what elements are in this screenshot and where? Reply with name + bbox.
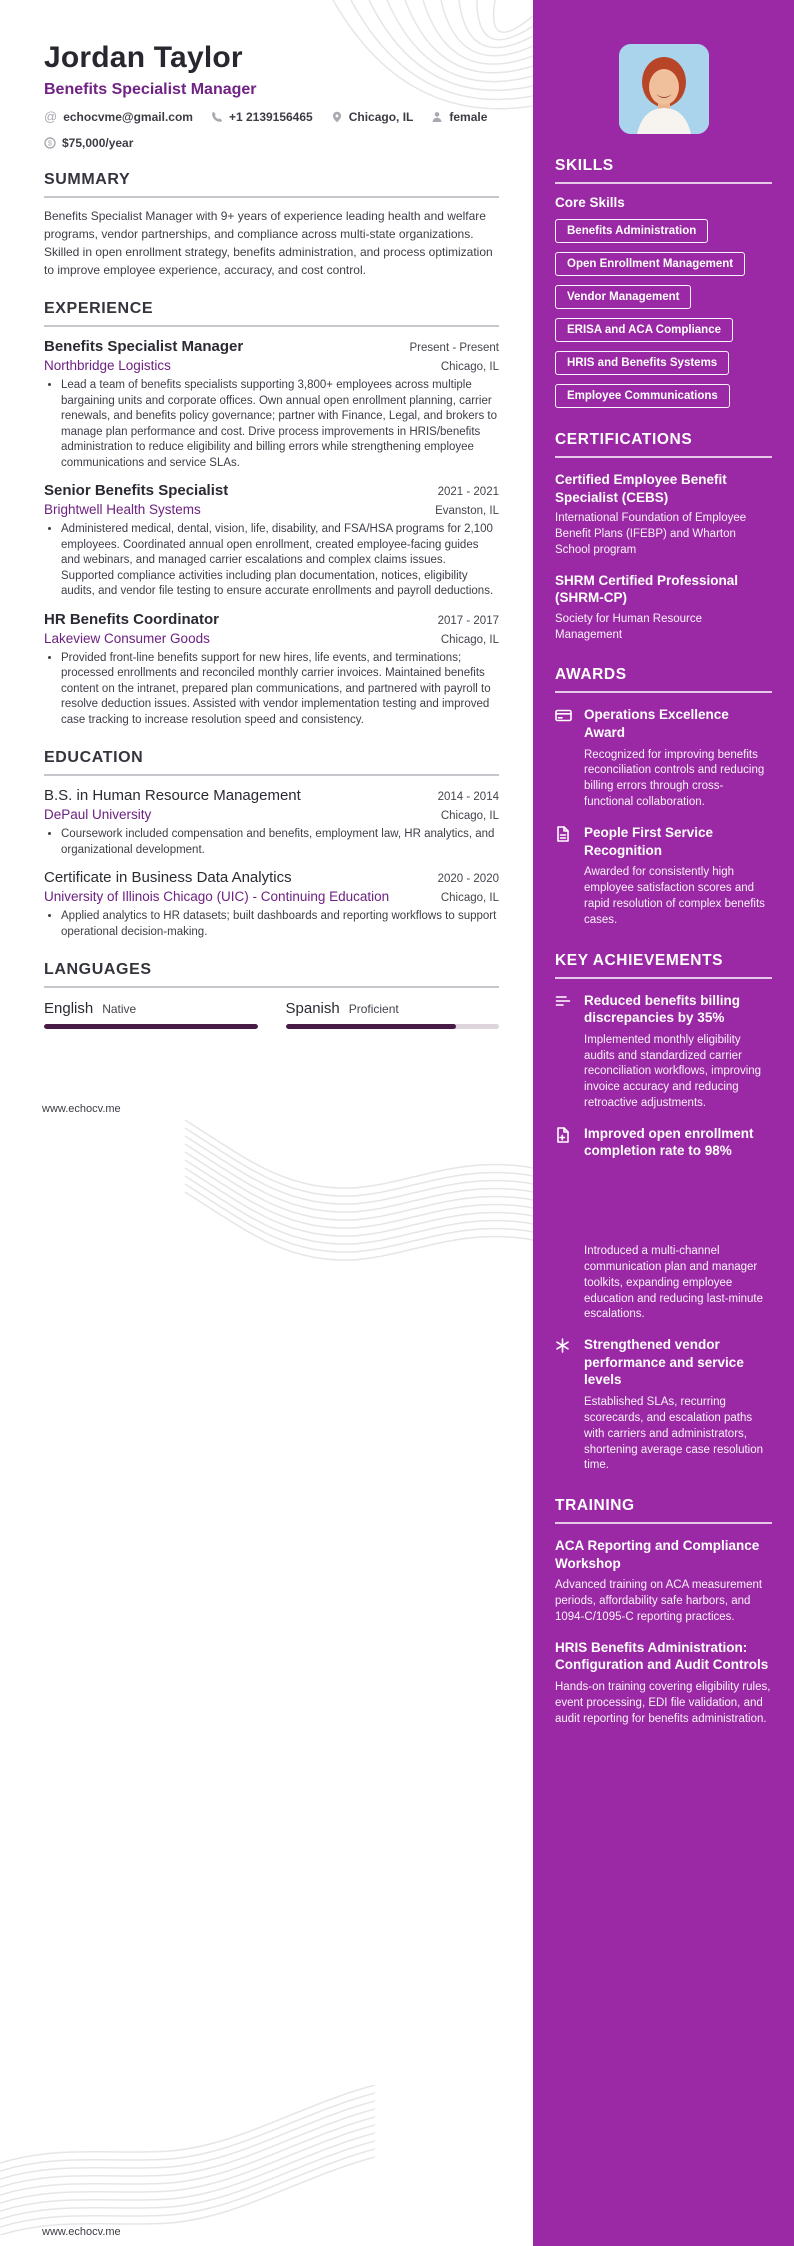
school-name: University of Illinois Chicago (UIC) - Continuing Education — [44, 889, 390, 905]
achievement-desc: Introduced a multi-channel communication plan and manager toolkits, expanding employee education and reducing last-minute escalations. — [584, 1245, 764, 1321]
job-dates: 2021 - 2021 — [437, 486, 499, 499]
wave-decoration-page2-top — [150, 1118, 533, 1268]
school-location: Chicago, IL — [440, 810, 499, 823]
job-entry — [44, 482, 499, 600]
achievement-desc: Established SLAs, recurring scorecards, and escalation paths with carriers and administrators, shortening average case resolution time. — [584, 1395, 764, 1472]
certification-title: SHRM Certified Professional (SHRM-CP) — [555, 572, 739, 606]
experience-section — [44, 300, 499, 728]
page-break-spacer — [584, 1160, 772, 1238]
contact-email-item — [44, 109, 193, 124]
language-level: Native — [102, 1002, 137, 1017]
at-icon: @ — [44, 109, 58, 124]
phone-icon — [211, 111, 223, 123]
website-footer[interactable]: www.echocv.me — [42, 2226, 121, 2238]
sparkle-icon — [555, 1336, 572, 1474]
certifications-heading: CERTIFICATIONS — [555, 431, 772, 458]
contact-location-item — [331, 110, 414, 124]
achievement-title: Improved open enrollment completion rate to 98% — [584, 1125, 754, 1159]
awards-section — [555, 666, 772, 928]
certification-item — [555, 471, 772, 559]
education-heading: EDUCATION — [44, 749, 499, 776]
language-level: Proficient — [348, 1002, 399, 1017]
skill-chip: Vendor Management — [555, 285, 691, 309]
achievement-item — [555, 992, 772, 1112]
job-company: Lakeview Consumer Goods — [44, 630, 210, 646]
job-company: Northbridge Logistics — [44, 358, 171, 373]
certification-item — [555, 572, 772, 644]
education-bullet: • Applied analytics to HR datasets; built dashboards and reporting workflows to support operational decision-making. — [61, 909, 499, 940]
job-bullet: • Lead a team of benefits specialists supporting 3,800+ employees across multiple bargaining units and corporate offices. Own annual open enrollment planning, carrier renewals, and benefits policy governance; partner with Finance, Legal, and brokers to manage plan performance and cost. Drive process improvements in HRIS/benefits administration to reduce eligibility and billing errors while strengthening employee communications and service SLAs. — [61, 378, 499, 471]
certification-org: International Foundation of Employee Benefit Plans (IFEBP) and Wharton School program — [555, 512, 747, 556]
contact-salary-item — [44, 136, 133, 150]
summary-text: Benefits Specialist Manager with 9+ years of experience leading health and welfare programs, vendor partnerships, and compliance across multi-state organizations. Skilled in open enrollment strategy, benefits administration, and process optimization to improve employee experience, accuracy, and cost control. — [44, 209, 493, 277]
languages-section — [44, 961, 499, 1029]
job-location: Chicago, IL — [440, 361, 499, 373]
list-lines-icon — [555, 992, 572, 1112]
website-footer[interactable]: www.echocv.me — [42, 1103, 121, 1115]
skills-heading: SKILLS — [555, 157, 772, 184]
degree-dates: 2014 - 2014 — [437, 791, 499, 804]
training-heading: TRAINING — [555, 1497, 772, 1524]
school-name: DePaul University — [44, 807, 152, 823]
language-name: Spanish — [285, 1000, 340, 1018]
credit-card-icon — [555, 706, 572, 811]
language-item — [44, 1000, 258, 1029]
contact-gender: female — [449, 109, 488, 124]
achievement-title: Strengthened vendor performance and service levels — [584, 1337, 744, 1388]
award-desc: Awarded for consistently high employee satisfaction scores and rapid resolution of complex benefits cases. — [584, 866, 765, 926]
person-icon — [431, 111, 443, 123]
skill-chip: Open Enrollment Management — [555, 252, 745, 276]
language-name: English — [44, 1000, 94, 1018]
education-entry — [44, 869, 499, 940]
certification-title: Certified Employee Benefit Specialist (CEBS) — [555, 472, 727, 505]
education-entry — [44, 787, 499, 858]
skill-chip: Employee Communications — [555, 384, 730, 408]
job-entry — [44, 338, 499, 471]
education-section — [44, 749, 499, 940]
skill-chip: Benefits Administration — [555, 219, 708, 243]
svg-text:$: $ — [47, 138, 53, 148]
contact-phone[interactable]: +1 2139156465 — [228, 109, 313, 124]
award-desc: Recognized for improving benefits reconciliation controls and reducing billing errors through cross-functional collaboration. — [584, 748, 765, 809]
job-location: Chicago, IL — [440, 633, 499, 646]
achievement-item — [555, 1336, 772, 1474]
training-item — [555, 1639, 772, 1728]
language-item — [286, 1000, 500, 1029]
job-dates: 2017 - 2017 — [437, 614, 499, 627]
training-title: HRIS Benefits Administration: Configuration and Audit Controls — [555, 1639, 769, 1673]
document-plus-icon — [555, 1125, 572, 1323]
summary-section — [44, 171, 499, 279]
award-title: People First Service Recognition — [584, 825, 714, 858]
job-bullet: • Administered medical, dental, vision, life, disability, and FSA/HSA programs for 2,100 employees. Coordinated annual open enrollment, created employee-facing guides and webinars, and managed carrier escalations and complex claims issues. Supported compliance activities including plan documentation, notices, eligibility audits, and vendor file testing to ensure accurate enrollments and payroll deductions. — [61, 522, 499, 600]
contact-gender-item — [431, 110, 487, 124]
achievement-title: Reduced benefits billing discrepancies by 35% — [584, 992, 741, 1026]
wave-decoration-page2-bottom — [0, 2085, 375, 2235]
achievements-section — [555, 952, 772, 1475]
training-section — [555, 1497, 772, 1727]
skills-group-label: Core Skills — [555, 195, 625, 210]
location-pin-icon — [331, 111, 343, 123]
achievements-heading: KEY ACHIEVEMENTS — [555, 952, 772, 979]
awards-heading: AWARDS — [555, 666, 772, 693]
salary-coin-icon — [44, 137, 56, 149]
candidate-name: Jordan Taylor — [44, 41, 243, 74]
job-bullet: • Provided front-line benefits support for new hires, life events, and terminations; processed enrollments and reconciled monthly carrier invoices. Maintained benefits content on the intranet, prepared plan communications, and partnered with payroll to resolve deduction issues. Assisted with vendor implementation testing and improved case tracking to increase resolution speed and consistency. — [61, 651, 499, 729]
language-bar — [44, 1024, 258, 1029]
contact-salary: $75,000/year — [62, 136, 134, 150]
language-bar-fill — [286, 1024, 457, 1029]
profile-photo — [619, 44, 709, 134]
contact-row — [44, 109, 499, 150]
contact-phone-item — [211, 110, 313, 124]
experience-heading: EXPERIENCE — [44, 300, 499, 327]
school-location: Chicago, IL — [440, 892, 499, 905]
skill-chip: ERISA and ACA Compliance — [555, 318, 733, 342]
award-title: Operations Excellence Award — [584, 707, 729, 741]
document-icon — [555, 824, 572, 929]
job-company: Brightwell Health Systems — [44, 502, 201, 518]
languages-heading: LANGUAGES — [44, 961, 499, 988]
job-title: Benefits Specialist Manager — [44, 338, 244, 355]
achievement-desc: Implemented monthly eligibility audits and standardized carrier reconciliation workflows, improving invoice accuracy and reducing retroactive adjustments. — [584, 1033, 762, 1110]
degree-title: Certificate in Business Data Analytics — [44, 869, 292, 887]
candidate-title: Benefits Specialist Manager — [44, 81, 257, 98]
contact-email[interactable]: echocvme@gmail.com — [63, 109, 193, 124]
main-column — [0, 0, 533, 1029]
training-title: ACA Reporting and Compliance Workshop — [555, 1538, 760, 1571]
language-bar-fill — [44, 1024, 258, 1029]
skill-chip: HRIS and Benefits Systems — [555, 351, 729, 375]
achievement-item — [555, 1125, 772, 1323]
profile-photo-illustration — [619, 44, 709, 134]
training-item — [555, 1537, 772, 1626]
job-location: Evanston, IL — [435, 505, 499, 518]
sidebar-column — [533, 0, 794, 2246]
training-desc: Hands-on training covering eligibility rules, event processing, EDI file validation, and audit reporting for benefits administration. — [555, 1681, 771, 1725]
certification-org: Society for Human Resource Management — [555, 612, 703, 641]
training-desc: Advanced training on ACA measurement periods, affordability safe harbors, and 1094-C/1095-C reporting practices. — [555, 1579, 763, 1624]
degree-title: B.S. in Human Resource Management — [44, 787, 301, 805]
award-item — [555, 706, 772, 811]
contact-location: Chicago, IL — [348, 109, 414, 124]
summary-heading: SUMMARY — [44, 171, 499, 198]
skills-section — [555, 157, 772, 408]
language-bar — [286, 1024, 500, 1029]
job-entry — [44, 611, 499, 729]
degree-dates: 2020 - 2020 — [437, 873, 499, 886]
job-title: Senior Benefits Specialist — [44, 482, 229, 500]
education-bullet: • Coursework included compensation and benefits, employment law, HR analytics, and organizational development. — [61, 827, 499, 858]
certifications-section — [555, 431, 772, 643]
award-item — [555, 824, 772, 929]
job-dates: Present - Present — [409, 342, 499, 354]
job-title: HR Benefits Coordinator — [44, 610, 220, 628]
